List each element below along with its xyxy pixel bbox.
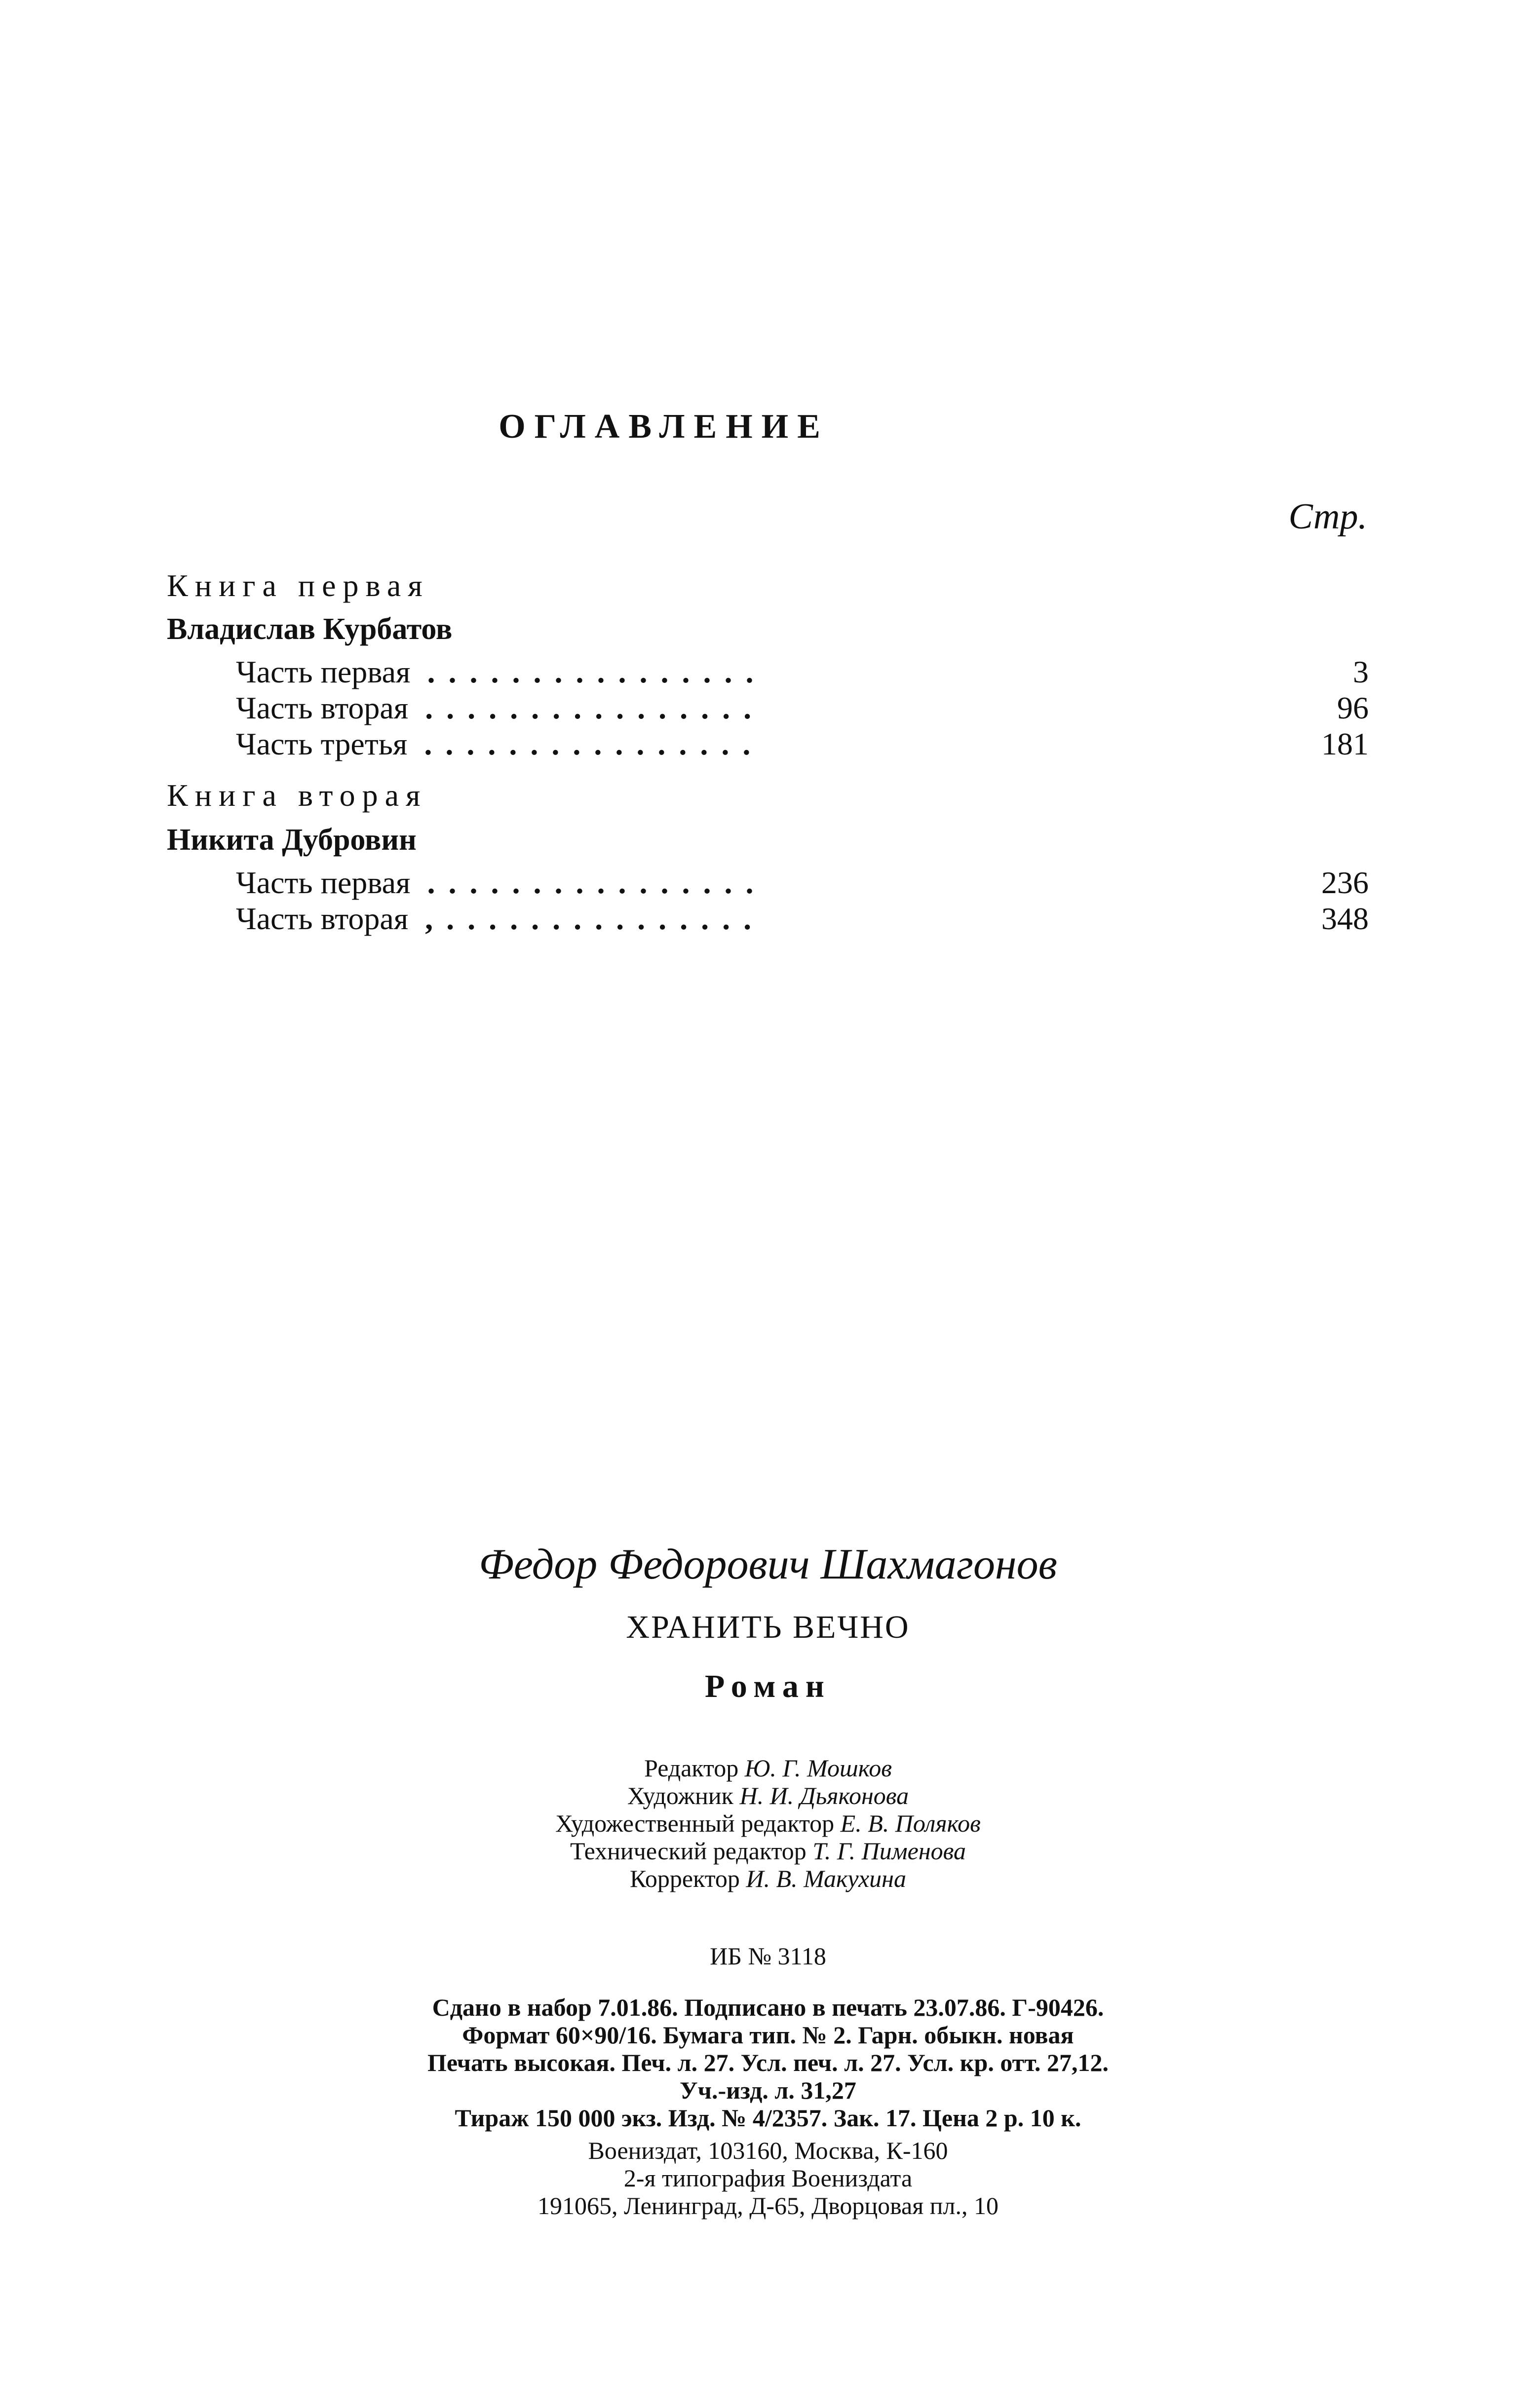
toc-entry-leader: ................: [425, 690, 765, 725]
publisher-address: [0, 2137, 1536, 2220]
ib-number: ИБ № 3118: [710, 1942, 826, 1970]
toc-entry-leader: ................: [427, 654, 767, 689]
credit-line: [0, 1782, 1536, 1809]
book-1-heading: Книга первая: [167, 568, 429, 603]
credit-line: [0, 1865, 1536, 1892]
credit-person: Н. И. Дьяконова: [739, 1782, 909, 1809]
credit-line: [0, 1809, 1536, 1837]
toc-entry: [236, 654, 1369, 688]
credit-role: Художественный редактор: [555, 1809, 835, 1837]
credits-block: [0, 1754, 1536, 1892]
credit-role: Художник: [627, 1782, 733, 1809]
contents-title: ОГЛАВЛЕНИЕ: [499, 408, 829, 446]
toc-entry: [236, 690, 1369, 724]
toc-entry: [236, 865, 1369, 899]
book-2-title: Никита Дубровин: [167, 823, 417, 857]
print-detail-line: Формат 60×90/16. Бумага тип. № 2. Гарн. обыкн. новая: [462, 2021, 1074, 2049]
print-detail-line: Сдано в набор 7.01.86. Подписано в печать 23.07.86. Г-90426.: [432, 1994, 1104, 2021]
page-column-label: Стр.: [1288, 496, 1367, 537]
publisher-line: 2-я типография Воениздата: [623, 2164, 913, 2192]
genre-label: Роман: [705, 1668, 831, 1704]
toc-entry-label: Часть третья: [236, 726, 408, 761]
print-detail-line: Печать высокая. Печ. л. 27. Усл. печ. л. 27. Усл. кр. отт. 27,12.: [427, 2049, 1109, 2076]
toc-entry-page: 96: [1337, 690, 1369, 725]
publisher-line: 191065, Ленинград, Д-65, Дворцовая пл., 10: [538, 2192, 998, 2220]
toc-entry-page: 3: [1353, 654, 1369, 689]
toc-entry: [236, 901, 1369, 935]
credit-person: Ю. Г. Мошков: [744, 1754, 892, 1782]
toc-entry-label: Часть первая: [236, 654, 411, 689]
credit-line: [0, 1837, 1536, 1865]
toc-entry-leader: ................: [424, 726, 764, 761]
book-1-title: Владислав Курбатов: [167, 612, 453, 646]
toc-entry: [236, 726, 1369, 760]
credit-person: И. В. Макухина: [746, 1865, 906, 1892]
toc-entry-label: Часть вторая: [236, 690, 409, 725]
credit-person: Т. Г. Пименова: [812, 1837, 966, 1865]
toc-entry-label: Часть первая: [236, 865, 411, 900]
toc-entry-page: 236: [1321, 865, 1369, 900]
print-detail-line: Уч.-изд. л. 31,27: [680, 2076, 856, 2104]
credit-role: Технический редактор: [570, 1837, 806, 1865]
book-title: ХРАНИТЬ ВЕЧНО: [626, 1609, 910, 1645]
print-details: [0, 1994, 1536, 2132]
publisher-line: Воениздат, 103160, Москва, К-160: [588, 2137, 948, 2164]
toc-entry-page: 181: [1321, 726, 1369, 761]
author-name: Федор Федорович Шахмагонов: [479, 1541, 1057, 1588]
credit-line: [0, 1754, 1536, 1782]
credit-role: Корректор: [630, 1865, 740, 1892]
book-2-heading: Книга вторая: [167, 778, 427, 813]
toc-entry-leader: ................: [427, 865, 767, 900]
print-detail-line: Тираж 150 000 экз. Изд. № 4/2357. Зак. 17. Цена 2 р. 10 к.: [455, 2104, 1081, 2132]
toc-entry-label: Часть вторая: [236, 901, 409, 936]
credit-role: Редактор: [644, 1754, 739, 1782]
toc-entry-leader: ,...............: [425, 901, 765, 936]
toc-entry-page: 348: [1321, 901, 1369, 936]
credit-person: Е. В. Поляков: [840, 1809, 981, 1837]
